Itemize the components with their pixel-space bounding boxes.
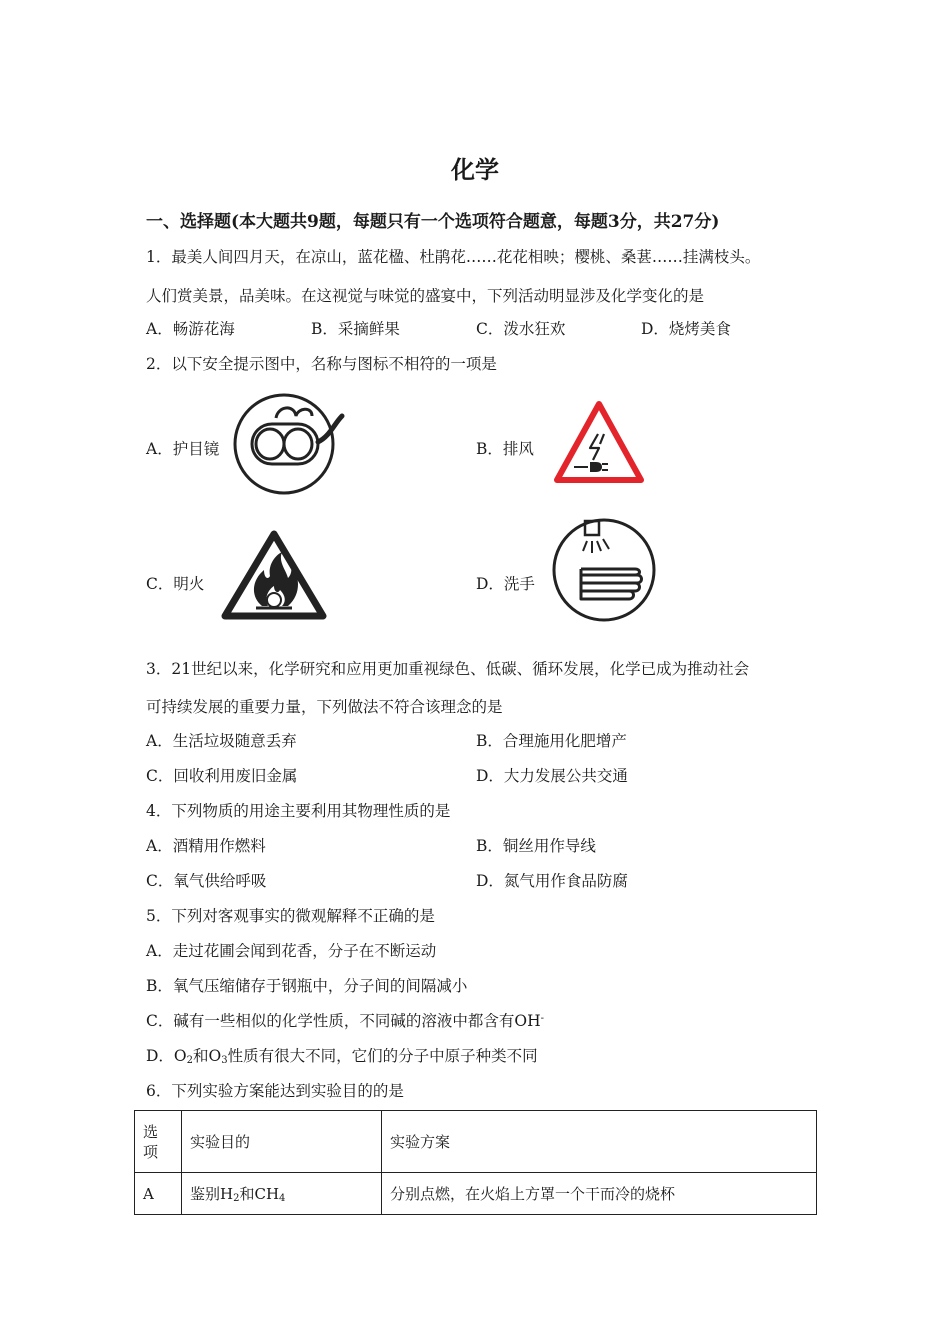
row-a-goal-mid: 和CH: [239, 1185, 280, 1203]
electric-hazard-icon: [552, 398, 646, 486]
q5-option-d-mid: 和O: [193, 1047, 222, 1065]
q3-stem-line2: 可持续发展的重要力量，下列做法不符合该理念的是: [146, 698, 503, 716]
table-header-row: [135, 1111, 817, 1173]
q4-option-c: C．氧气供给呼吸: [146, 872, 267, 890]
q1-option-b: B．采摘鲜果: [311, 320, 400, 338]
q5-option-d: [146, 1044, 538, 1066]
table-row: [135, 1173, 817, 1215]
q1-option-a: A．畅游花海: [146, 320, 235, 338]
header-goal-cell: 实验目的: [182, 1111, 382, 1173]
q2-option-c: C．明火: [146, 575, 205, 593]
fire-hazard-icon: [220, 528, 328, 622]
q2-option-d: D．洗手: [476, 575, 535, 593]
header-option-cell: [135, 1111, 182, 1173]
q3-option-d: D．大力发展公共交通: [476, 767, 628, 785]
row-a-goal-pre: 鉴别H: [190, 1185, 234, 1203]
goggles-icon: [232, 388, 348, 500]
q4-option-d: D．氮气用作食品防腐: [476, 872, 628, 890]
q6-stem: 6．下列实验方案能达到实验目的的是: [146, 1082, 404, 1100]
q4-stem: 4．下列物质的用途主要利用其物理性质的是: [146, 802, 451, 820]
header-option-char2: 项: [143, 1142, 159, 1161]
q5-option-c: [146, 1009, 544, 1031]
q5-stem: 5．下列对客观事实的微观解释不正确的是: [146, 907, 435, 925]
hand-wash-icon: [551, 517, 657, 623]
q1-option-d: D．烧烤美食: [641, 320, 731, 338]
row-a-option: A: [135, 1173, 182, 1215]
q2-stem: 2．以下安全提示图中，名称与图标不相符的一项是: [146, 355, 497, 373]
header-option-char1: 选: [143, 1122, 159, 1141]
h2-subscript: 2: [233, 1193, 240, 1204]
header-plan-cell: 实验方案: [382, 1111, 817, 1173]
hydroxide-charge: -: [540, 1013, 544, 1024]
q3-stem-line1: 3．21世纪以来，化学研究和应用更加重视绿色、低碳、循环发展，化学已成为推动社会: [146, 660, 750, 678]
q4-option-b: B．铜丝用作导线: [476, 837, 596, 855]
o2-subscript: 2: [186, 1055, 194, 1066]
q3-option-b: B．合理施用化肥增产: [476, 732, 627, 750]
q5-option-d-post: 性质有很大不同，它们的分子中原子种类不同: [227, 1047, 538, 1065]
q6-table: [134, 1110, 817, 1215]
q1-option-c: C．泼水狂欢: [476, 320, 566, 338]
q1-stem-line1: 1．最美人间四月天，在凉山，蓝花楹、杜鹃花……花花相映；樱桃、桑葚……挂满枝头。: [146, 248, 761, 266]
q4-option-a: A．酒精用作燃料: [146, 837, 266, 855]
o3-subscript: 3: [221, 1055, 228, 1066]
q2-option-a: A．护目镜: [146, 440, 220, 458]
ch4-subscript: 4: [279, 1193, 286, 1204]
q3-option-a: A．生活垃圾随意丢弃: [146, 732, 297, 750]
page-title: 化学: [451, 155, 499, 184]
section-heading: 一、选择题(本大题共9题，每题只有一个选项符合题意，每题3分，共27分): [146, 212, 720, 232]
q3-option-c: C．回收利用废旧金属: [146, 767, 298, 785]
q5-option-c-text: C．碱有一些相似的化学性质，不同碱的溶液中都含有OH: [146, 1012, 541, 1030]
q5-option-a: A．走过花圃会闻到花香，分子在不断运动: [146, 942, 437, 960]
q5-option-b: B．氧气压缩储存于钢瓶中，分子间的间隔减小: [146, 977, 468, 995]
q5-option-d-pre: D．O: [146, 1047, 187, 1065]
q1-stem-line2: 人们赏美景，品美味。在这视觉与味觉的盛宴中，下列活动明显涉及化学变化的是: [146, 287, 705, 305]
row-a-plan: 分别点燃，在火焰上方罩一个干而冷的烧杯: [382, 1173, 817, 1215]
q2-option-b: B．排风: [476, 440, 534, 458]
row-a-goal: [182, 1173, 382, 1215]
